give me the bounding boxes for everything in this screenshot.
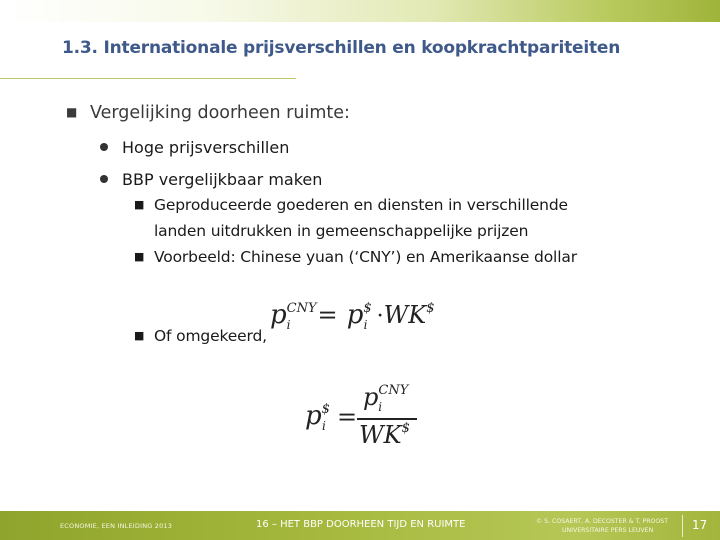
- formula-dollar-price: $p^{\$}_i$ = $p^{CNY}_i$ WK$: [305, 383, 425, 455]
- square-bullet-icon: ■: [66, 105, 78, 119]
- round-bullet-icon: [100, 175, 108, 183]
- square-bullet-icon: ■: [134, 198, 145, 211]
- bullet-level2-a-text: Hoge prijsverschillen: [122, 138, 290, 157]
- bullet-level3-c: [134, 327, 267, 345]
- top-decor-band: [0, 0, 720, 22]
- bullet-level3-a-text: Geproduceerde goederen en diensten in verschillende: [154, 196, 568, 214]
- bullet-level3-b-text: Voorbeeld: Chinese yuan (‘CNY’) en Amerikaanse dollar: [154, 248, 577, 266]
- square-bullet-icon: ■: [134, 329, 145, 342]
- title-underline: [0, 78, 296, 79]
- page-number: 17: [692, 518, 708, 532]
- formula-cny-price: $p^{CNY}_i = p^{\$}_i \cdot WK^{\$}$: [270, 300, 480, 340]
- square-bullet-icon: ■: [134, 250, 145, 263]
- bullet-level1: [66, 103, 350, 123]
- bullet-level3-a-continuation: landen uitdrukken in gemeenschappelijke prijzen: [154, 222, 529, 240]
- footer-course-title: ECONOMIE, EEN INLEIDING 2013: [60, 522, 173, 530]
- bullet-level3-a: [134, 196, 568, 214]
- bullet-level3-b: [134, 248, 577, 266]
- bullet-level2-b: [100, 170, 322, 189]
- footer-divider: [682, 515, 683, 537]
- bullet-level1-text: Vergelijking doorheen ruimte:: [90, 103, 350, 123]
- footer-bar: [0, 511, 720, 540]
- footer-copyright: © S. COSAERT, A. DECOSTER & T. PROOST UNIVERSITAIRE PERS LEUVEN: [536, 518, 669, 534]
- bullet-level2-b-text: BBP vergelijkbaar maken: [122, 170, 323, 189]
- bullet-level2-a: [100, 138, 289, 157]
- fraction-bar: [357, 418, 417, 420]
- bullet-level3-c-text: Of omgekeerd,: [154, 327, 267, 345]
- footer-chapter-title: 16 – HET BBP DOORHEEN TIJD EN RUIMTE: [256, 519, 466, 530]
- round-bullet-icon: [100, 143, 108, 151]
- slide-title: 1.3. Internationale prijsverschillen en koopkrachtpariteiten: [62, 38, 621, 58]
